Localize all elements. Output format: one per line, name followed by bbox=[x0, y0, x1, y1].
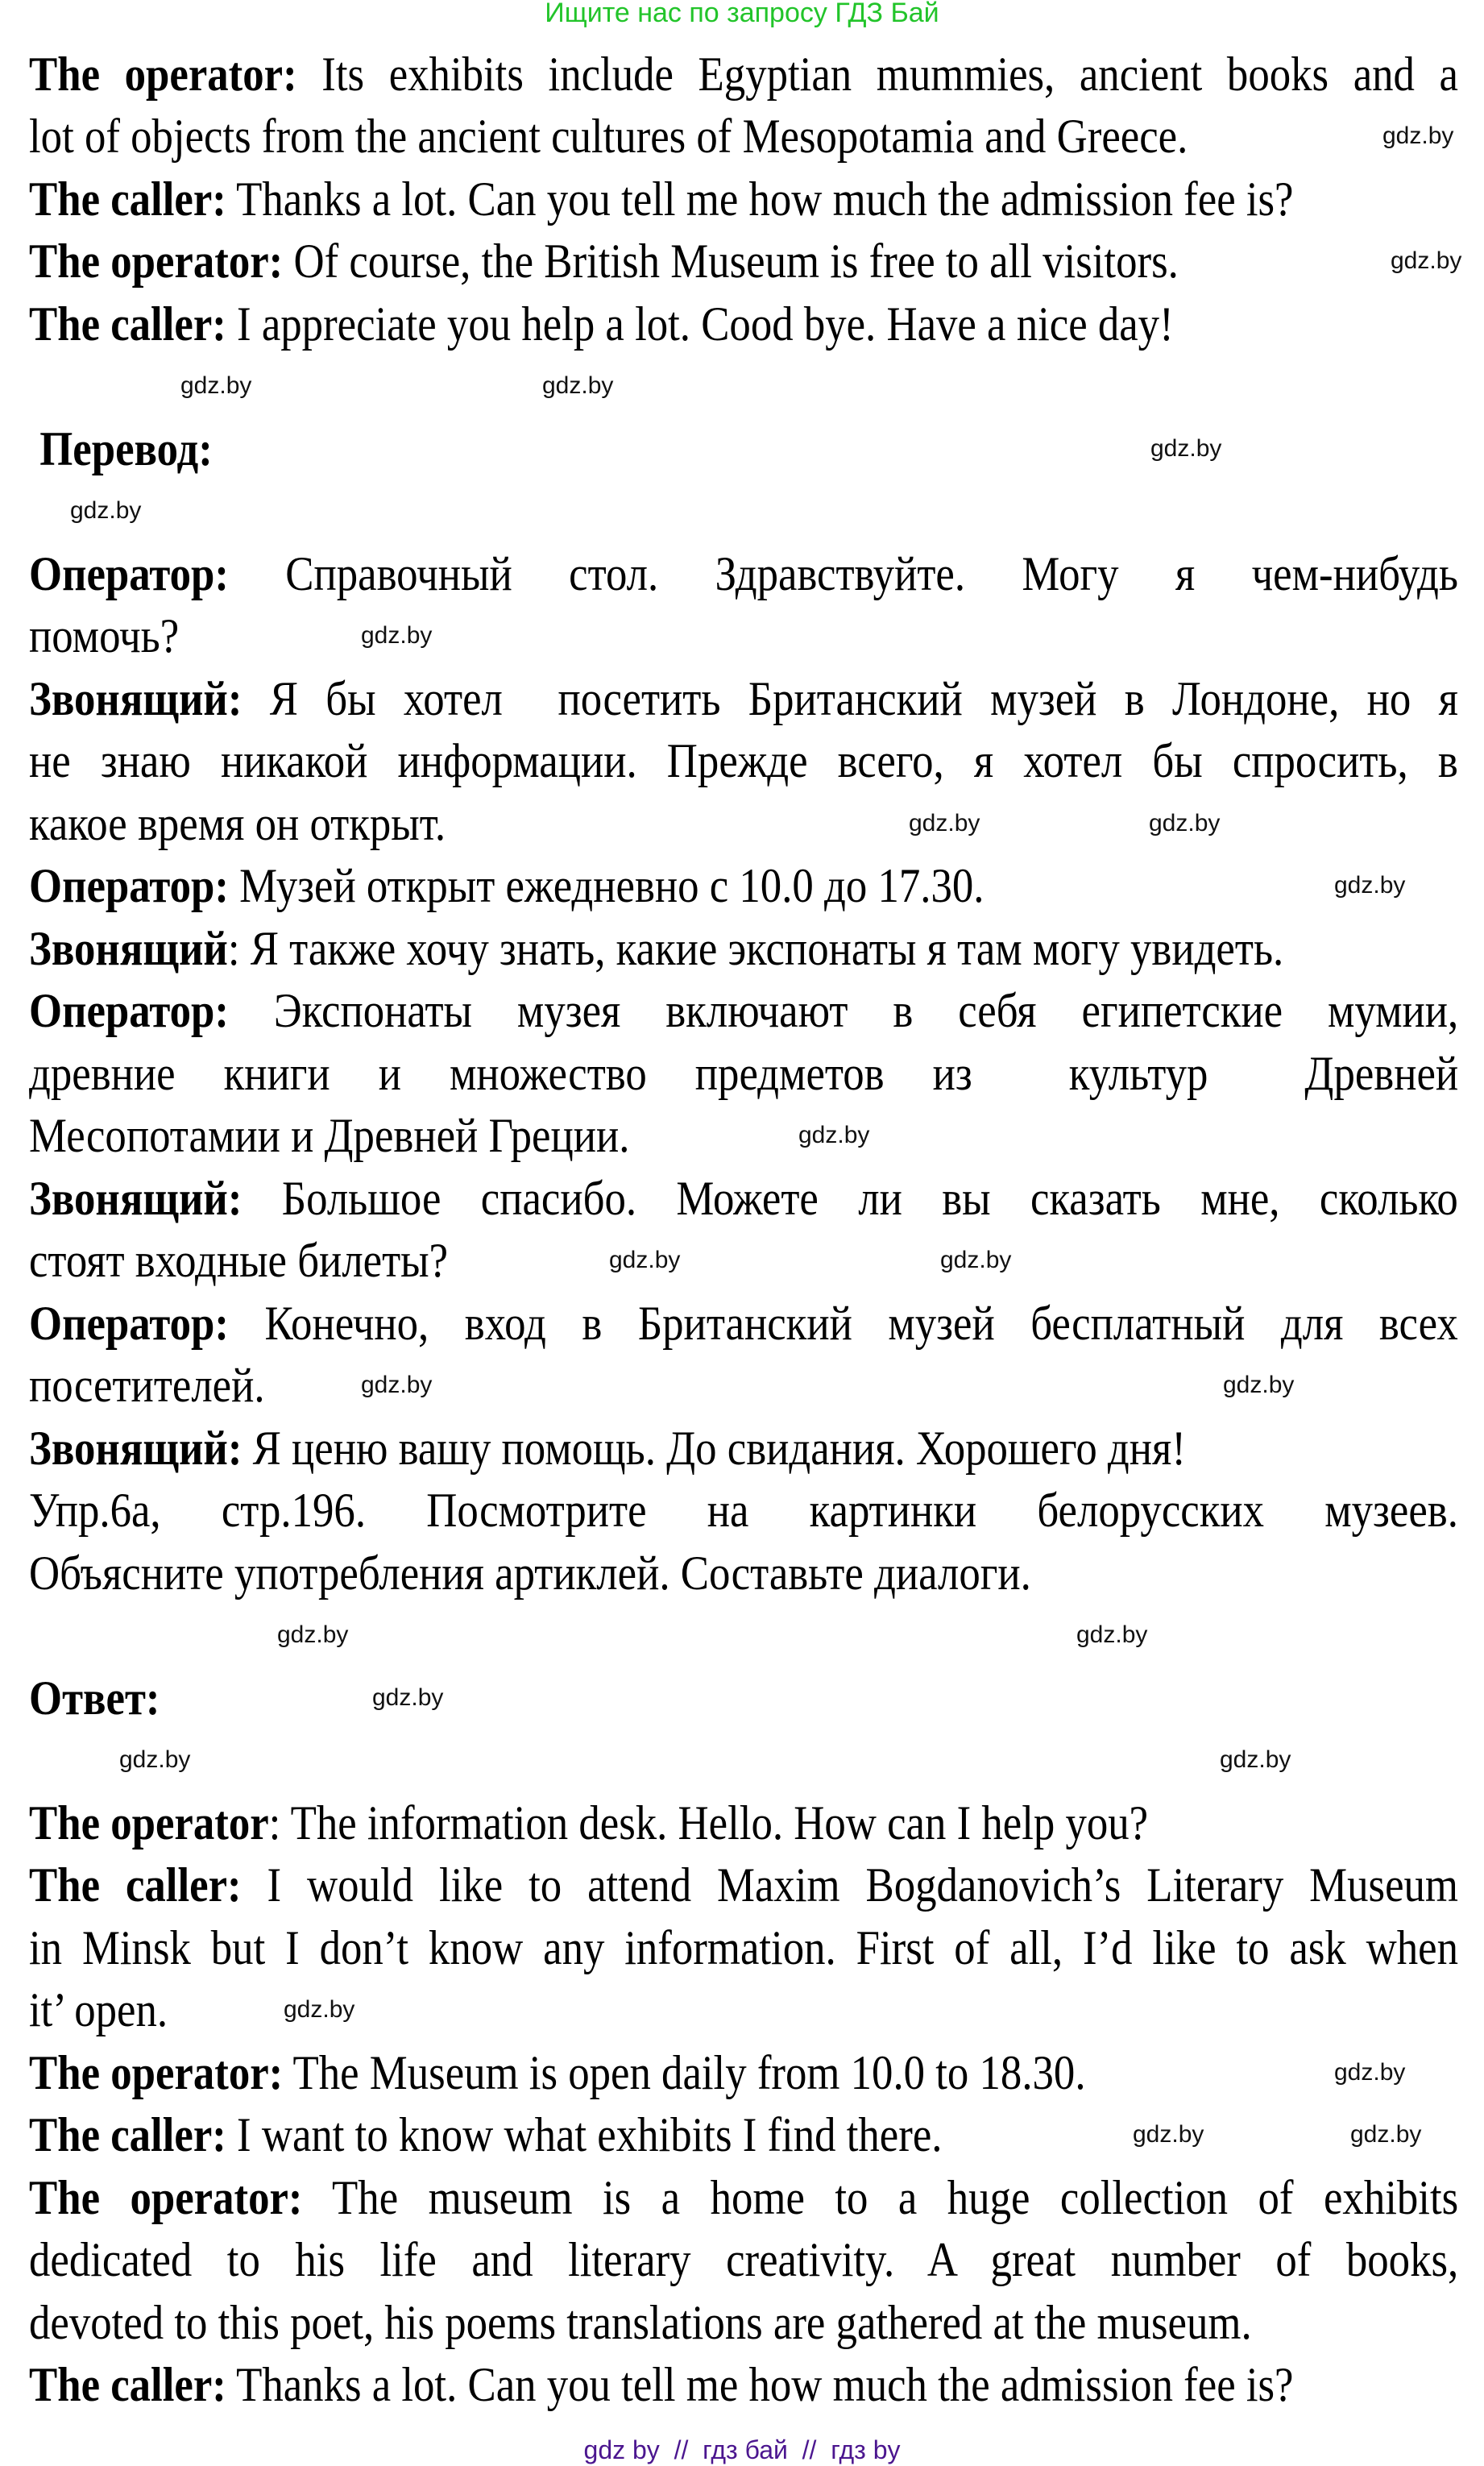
text-line bbox=[29, 1420, 1458, 1476]
line-text: I would like to attend Maxim Bogdanovich’s Literary Museum bbox=[241, 1858, 1458, 1912]
text-line bbox=[29, 1107, 1458, 1164]
speaker-label: The operator: bbox=[29, 47, 297, 101]
footer-links[interactable]: gdz by // гдз бай // гдз by bbox=[583, 2435, 901, 2464]
speaker-label: Звонящий: bbox=[29, 671, 242, 725]
text-line bbox=[29, 233, 1458, 289]
text-line-content bbox=[29, 1920, 1458, 1976]
text-line-content bbox=[29, 1857, 1458, 1913]
text-line bbox=[29, 2294, 1458, 2351]
text-line bbox=[29, 1920, 1458, 1976]
watermark: gdz.by bbox=[940, 1247, 1012, 1274]
text-line bbox=[29, 1045, 1458, 1102]
watermark: gdz.by bbox=[361, 1372, 433, 1399]
text-line-content bbox=[29, 108, 1188, 164]
text-line-content bbox=[29, 1795, 1148, 1851]
text-line bbox=[29, 1857, 1458, 1913]
watermark: gdz.by bbox=[1149, 809, 1221, 837]
speaker-label: The operator: bbox=[29, 2170, 303, 2224]
speaker-label: Звонящий: bbox=[29, 1421, 242, 1475]
speaker-label: The caller: bbox=[29, 297, 226, 351]
line-text: стоят входные билеты? bbox=[29, 1234, 449, 1288]
speaker-label: Оператор: bbox=[29, 546, 229, 600]
speaker-label: The caller: bbox=[29, 172, 226, 226]
watermark: gdz.by bbox=[909, 809, 980, 837]
watermark: gdz.by bbox=[1334, 2058, 1406, 2086]
speaker-label: Перевод: bbox=[29, 421, 213, 475]
text-line bbox=[29, 108, 1458, 164]
text-line bbox=[29, 421, 1458, 477]
text-line bbox=[29, 296, 1458, 352]
text-line-content bbox=[29, 421, 213, 477]
search-hint-banner[interactable]: Ищите нас по запросу ГДЗ Бай bbox=[545, 0, 939, 28]
line-text: Thanks a lot. Can you tell me how much the admission fee is? bbox=[226, 2358, 1294, 2412]
text-line-content bbox=[29, 670, 1458, 727]
speaker-label: Звонящий: bbox=[29, 1171, 242, 1225]
speaker-label: The operator bbox=[29, 1796, 269, 1850]
line-text: Thanks a lot. Can you tell me how much the admission fee is? bbox=[226, 172, 1294, 226]
watermark: gdz.by bbox=[1334, 872, 1406, 899]
watermark: gdz.by bbox=[119, 1746, 191, 1774]
text-line bbox=[29, 1982, 1458, 2038]
text-line-content bbox=[29, 795, 446, 852]
text-line-content bbox=[29, 171, 1293, 227]
text-line-content bbox=[29, 296, 1174, 352]
watermark: gdz.by bbox=[1220, 1746, 1291, 1774]
text-line bbox=[29, 1170, 1458, 1227]
text-line-content bbox=[29, 1170, 1458, 1227]
line-text: : The information desk. Hello. How can I help you? bbox=[268, 1796, 1149, 1850]
watermark: gdz.by bbox=[542, 372, 614, 400]
text-line-content bbox=[29, 1545, 1031, 1601]
watermark: gdz.by bbox=[180, 372, 252, 400]
text-line-content bbox=[29, 2045, 1086, 2101]
speaker-label: Звонящий bbox=[29, 921, 228, 975]
watermark: gdz.by bbox=[372, 1683, 444, 1711]
watermark: gdz.by bbox=[1076, 1621, 1148, 1649]
line-text: dedicated to his life and literary creativity. A great number of books, bbox=[29, 2233, 1459, 2287]
text-line bbox=[29, 546, 1458, 602]
speaker-label: The caller: bbox=[29, 2108, 226, 2162]
text-line-content bbox=[29, 1982, 168, 2038]
text-line-content bbox=[29, 1420, 1186, 1476]
text-line-content bbox=[29, 1670, 160, 1726]
text-line bbox=[29, 1670, 1458, 1726]
line-text: какое время он открыт. bbox=[29, 796, 446, 850]
line-text: Я ценю вашу помощь. До свидания. Хорошего дня! bbox=[242, 1421, 1186, 1475]
watermark: gdz.by bbox=[1350, 2121, 1422, 2148]
speaker-label: Ответ: bbox=[29, 1671, 160, 1725]
text-line-content bbox=[29, 1357, 265, 1414]
text-line-content bbox=[29, 1045, 1458, 1102]
text-line-content bbox=[29, 46, 1458, 102]
watermark: gdz.by bbox=[284, 1996, 355, 2024]
line-text: Справочный стол. Здравствуйте. Могу я чем-нибудь bbox=[228, 546, 1458, 600]
text-line bbox=[29, 2169, 1458, 2226]
text-line bbox=[29, 1482, 1458, 1538]
line-text: помочь? bbox=[29, 609, 180, 663]
text-line bbox=[29, 1232, 1458, 1289]
speaker-label: The operator: bbox=[29, 2045, 284, 2099]
line-text: it’ open. bbox=[29, 1983, 168, 2037]
speaker-label: Оператор: bbox=[29, 859, 229, 913]
line-text: Its exhibits include Egyptian mummies, ancient books and a bbox=[296, 47, 1458, 101]
watermark: gdz.by bbox=[609, 1247, 681, 1274]
speaker-label: The caller: bbox=[29, 2358, 226, 2412]
watermark: gdz.by bbox=[70, 497, 142, 525]
text-line bbox=[29, 733, 1458, 789]
text-line bbox=[29, 2356, 1458, 2413]
line-text: I appreciate you help a lot. Cood bye. Have a nice day! bbox=[226, 297, 1174, 351]
text-line bbox=[29, 1295, 1458, 1351]
line-text: посетителей. bbox=[29, 1359, 265, 1413]
text-line-content bbox=[29, 2294, 1252, 2351]
line-text: Упр.6а, стр.196. Посмотрите на картинки белорусских музеев. bbox=[29, 1484, 1458, 1538]
text-line-content bbox=[29, 2107, 942, 2163]
line-text: Музей открыт ежедневно с 10.0 до 17.30. bbox=[228, 859, 984, 913]
line-text: Я бы хотел посетить Британский музей в Лондоне, но я bbox=[242, 671, 1458, 725]
text-line bbox=[29, 1545, 1458, 1601]
line-text: in Minsk but I don’t know any information. First of all, I’d like to ask when bbox=[29, 1920, 1459, 1974]
text-line bbox=[29, 608, 1458, 664]
text-line bbox=[29, 920, 1458, 977]
text-line bbox=[29, 982, 1458, 1039]
text-line-content bbox=[29, 608, 179, 664]
text-line bbox=[29, 2231, 1458, 2288]
text-line-content bbox=[29, 1232, 448, 1289]
line-text: Объясните употребления артиклей. Составьте диалоги. bbox=[29, 1546, 1031, 1600]
text-line bbox=[29, 795, 1458, 852]
text-line-content bbox=[29, 733, 1458, 789]
text-line bbox=[29, 2045, 1458, 2101]
line-text: Экспонаты музея включают в себя египетские мумии, bbox=[228, 984, 1459, 1038]
text-line-content bbox=[29, 920, 1283, 977]
text-line-content bbox=[29, 982, 1458, 1039]
text-line-content bbox=[29, 2356, 1293, 2413]
text-line bbox=[29, 670, 1458, 727]
speaker-label: Оператор: bbox=[29, 984, 229, 1038]
line-text: древние книги и множество предметов из культур Древней bbox=[29, 1046, 1459, 1100]
line-text: devoted to this poet, his poems translations are gathered at the museum. bbox=[29, 2295, 1252, 2349]
text-line bbox=[29, 1607, 1458, 1663]
text-line-content bbox=[29, 2231, 1458, 2288]
text-line-content bbox=[29, 546, 1458, 602]
watermark: gdz.by bbox=[798, 1122, 870, 1149]
text-line bbox=[29, 46, 1458, 102]
watermark: gdz.by bbox=[1382, 122, 1454, 150]
text-line bbox=[29, 171, 1458, 227]
line-text: I want to know what exhibits I find there. bbox=[226, 2108, 943, 2162]
text-line-content bbox=[29, 1295, 1458, 1351]
watermark: gdz.by bbox=[361, 622, 433, 650]
watermark: gdz.by bbox=[277, 1621, 349, 1649]
text-line-content bbox=[29, 857, 984, 914]
watermark: gdz.by bbox=[1133, 2121, 1204, 2148]
text-line bbox=[29, 2107, 1458, 2163]
watermark: gdz.by bbox=[1150, 434, 1222, 462]
line-text: : Я также хочу знать, какие экспонаты я там могу увидеть. bbox=[227, 921, 1284, 975]
line-text: не знаю никакой информации. Прежде всего, я хотел бы спросить, в bbox=[29, 734, 1458, 788]
watermark: gdz.by bbox=[1391, 247, 1462, 275]
text-line-content bbox=[29, 1482, 1458, 1538]
text-line-content bbox=[29, 1107, 629, 1164]
text-line-content bbox=[29, 2169, 1458, 2226]
text-line bbox=[29, 1795, 1458, 1851]
line-text: Конечно, вход в Британский музей бесплатный для всех bbox=[228, 1296, 1458, 1350]
speaker-label: The caller: bbox=[29, 1858, 242, 1912]
line-text: Месопотамии и Древней Греции. bbox=[29, 1109, 630, 1163]
speaker-label: Оператор: bbox=[29, 1296, 229, 1350]
watermark: gdz.by bbox=[1223, 1372, 1295, 1399]
line-text: The Museum is open daily from 10.0 to 18.30. bbox=[283, 2045, 1086, 2099]
line-text: lot of objects from the ancient cultures of Mesopotamia and Greece. bbox=[29, 110, 1188, 164]
line-text: Of course, the British Museum is free to all visitors. bbox=[283, 235, 1179, 289]
speaker-label: The operator: bbox=[29, 235, 284, 289]
line-text: Большое спасибо. Можете ли вы сказать мне, сколько bbox=[242, 1171, 1458, 1225]
text-line bbox=[29, 483, 1458, 539]
text-line bbox=[29, 857, 1458, 914]
line-text: The museum is a home to a huge collection of exhibits bbox=[302, 2170, 1459, 2224]
text-line-content bbox=[29, 233, 1179, 289]
